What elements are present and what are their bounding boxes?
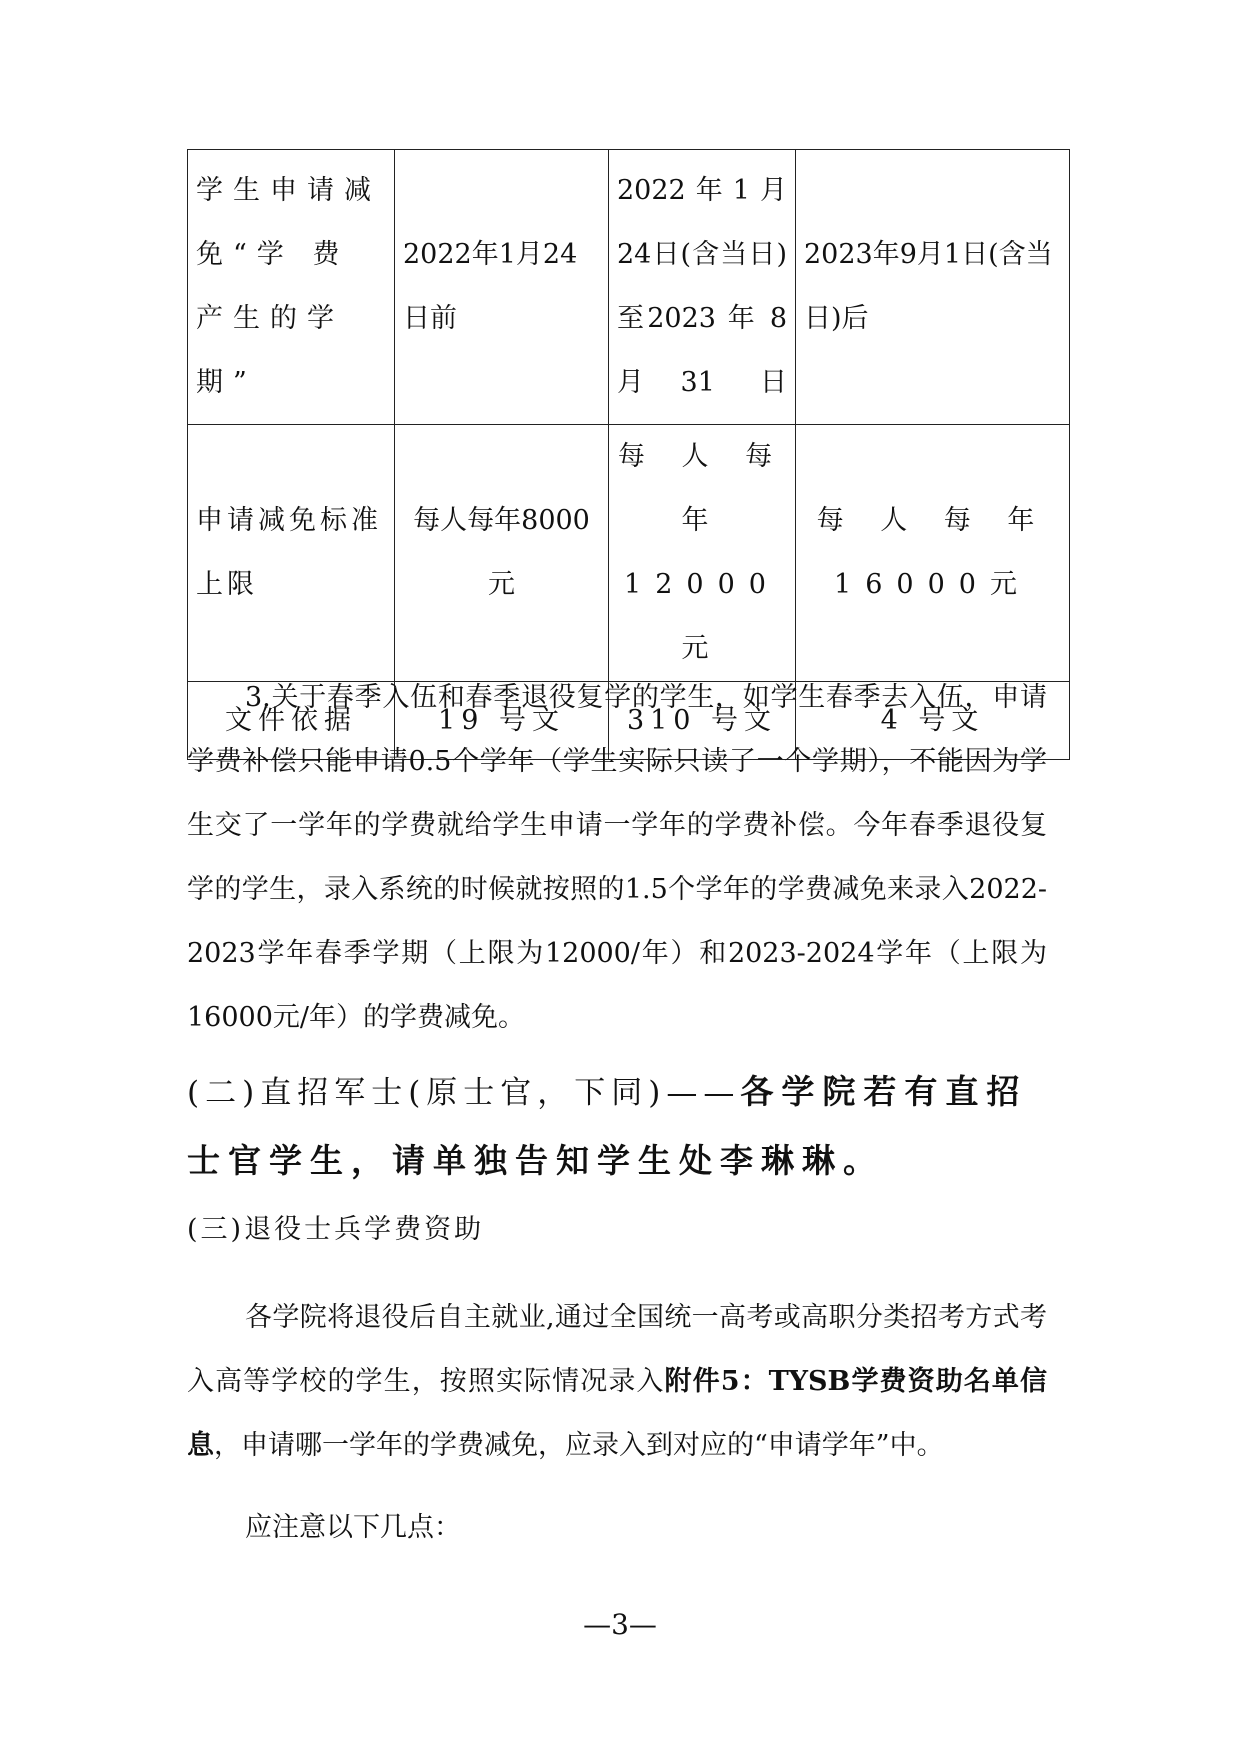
section-direct-recruit-notice: 各学院若有直招士官学生，请单独告知学生处李琳琳。 bbox=[187, 1072, 1028, 1180]
cell-limit-12000: 每 人 每 年12000 元 bbox=[609, 425, 796, 682]
section-direct-recruit-title: (二)直招军士(原士官，下同)—— bbox=[187, 1075, 741, 1111]
cell-limit-8000: 每人每年8000元 bbox=[395, 425, 609, 682]
tuition-standard-table bbox=[187, 149, 1070, 736]
paragraph-veteran-funding bbox=[187, 1286, 1047, 1478]
cell-doc-310: 310 号文 bbox=[609, 682, 796, 760]
row-label-basis: 文件依据 bbox=[188, 682, 395, 760]
paragraph-spring-enlistment: 3.关于春季入伍和春季退役复学的学生，如学生春季去入伍，申请学费补偿只能申请0.5个学年（学生实际只读了一个学期），不能因为学生交了一学年的学费就给学生申请一学年的学费补偿。今年春季退役复学的学生，录入系统的时候就按照的1.5个学年的学费减免来录入2022-2023学年春季学期（上限为12000/年）和2023-2024学年（上限为16000元/年）的学费减免。 bbox=[187, 682, 1047, 1033]
row-label-limit: 申请减免标准上限 bbox=[188, 425, 395, 682]
cell-before-2022: 2022年1月24日前 bbox=[395, 150, 609, 425]
row-label-semester: 学生申请减免“学 费产生的学期” bbox=[188, 150, 395, 425]
cell-limit-16000: 每 人 每 年16000元 bbox=[796, 425, 1070, 682]
table-row bbox=[188, 150, 1070, 425]
page-number: —3— bbox=[583, 1608, 657, 1641]
paragraph-veteran-funding-text: 各学院将退役后自主就业,通过全国统一高考或高职分类招考方式考入高等学校的学生，按照实际情况录入 bbox=[187, 1302, 1047, 1397]
attachment-5-reference: 附件5：TYSB学费资助名单信息 bbox=[187, 1366, 1047, 1461]
section-veteran-title: (三)退役士兵学费资助 bbox=[187, 1214, 485, 1245]
paragraph-veteran-funding-tail: ，申请哪一学年的学费减免，应录入到对应的“申请学年”中。 bbox=[214, 1430, 944, 1461]
paragraph-notes-intro: 应注意以下几点： bbox=[245, 1512, 461, 1543]
cell-doc-4: 4 号文 bbox=[796, 682, 1070, 760]
cell-doc-19: 19 号文 bbox=[395, 682, 609, 760]
cell-2022-2023: 2022年1月24日(含当日)至2023 年 8 月31 日 bbox=[609, 150, 796, 425]
table-row bbox=[188, 425, 1070, 682]
cell-after-2023: 2023年9月1日(含当日)后 bbox=[796, 150, 1070, 425]
section-direct-recruit bbox=[187, 1058, 1067, 1196]
